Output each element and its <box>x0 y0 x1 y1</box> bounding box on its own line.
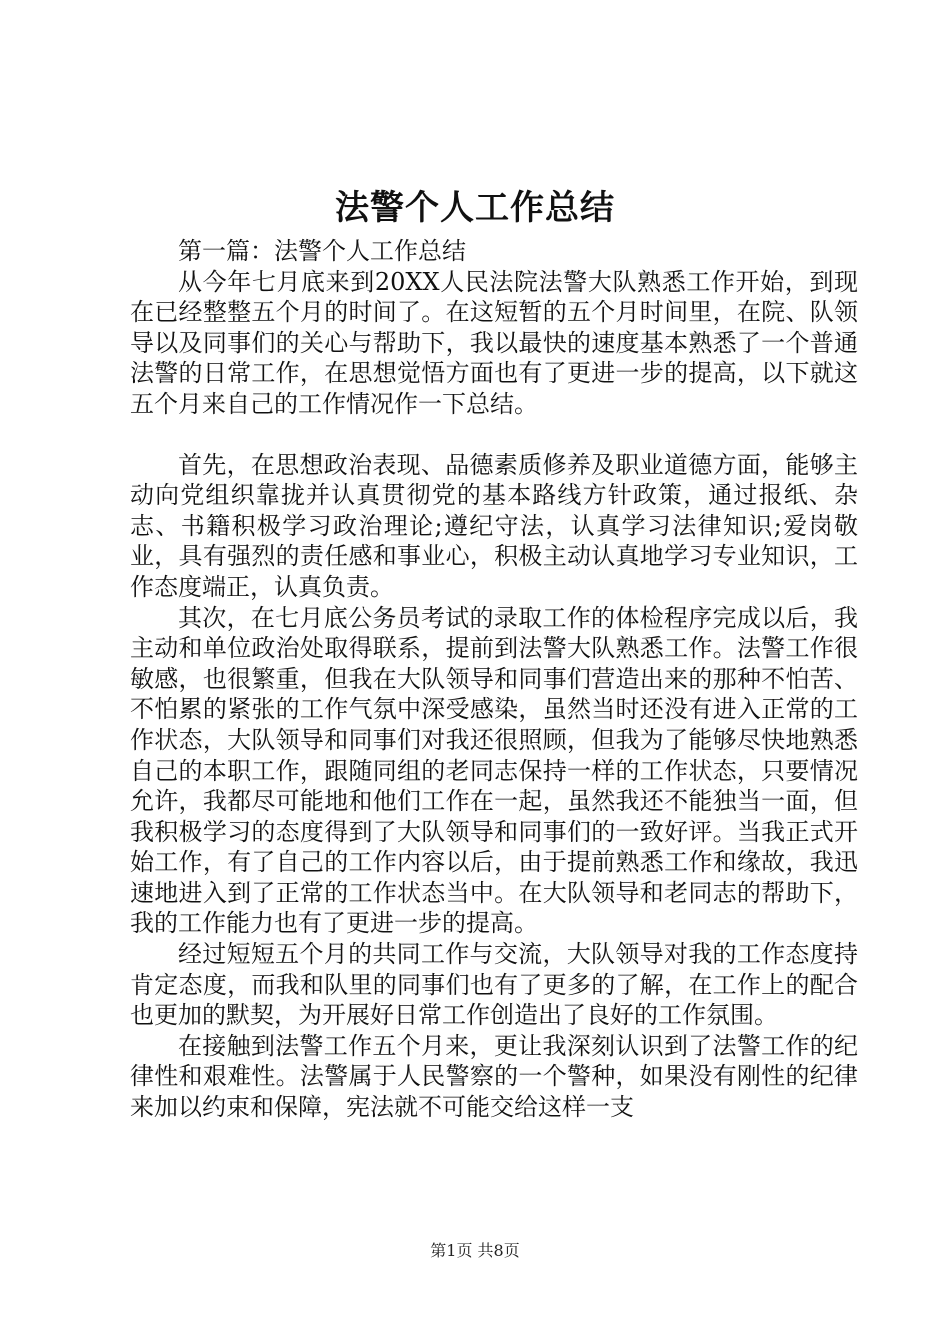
paragraph-third: 经过短短五个月的共同工作与交流，大队领导对我的工作态度持肯定态度，而我和队里的同事们也有了更多的了解，在工作上的配合也更加的默契，为开展好日常工作创造出了良好的工作氛围。 <box>130 940 858 1030</box>
paragraph-fourth: 在接触到法警工作五个月来，更让我深刻认识到了法警工作的纪律性和艰难性。法警属于人民警察的一个警种，如果没有刚性的纪律来加以约束和保障，宪法就不可能交给这样一支 <box>130 1031 858 1122</box>
document-title: 法警个人工作总结 <box>335 188 615 228</box>
page-number-footer: 第1页 共8页 <box>430 1241 520 1260</box>
paragraph-first: 首先，在思想政治表现、品德素质修养及职业道德方面，能够主动向党组织靠拢并认真贯彻党的基本路线方针政策，通过报纸、杂志、书籍积极学习政治理论;遵纪守法，认真学习法律知识;爱岗敬业，具有强烈的责任感和事业心，积极主动认真地学习专业知识，工作态度端正，认真负责。 <box>130 450 858 601</box>
paragraph-intro: 从今年七月底来到20XX人民法院法警大队熟悉工作开始，到现在已经整整五个月的时间了。在这短暂的五个月时间里，在院、队领导以及同事们的关心与帮助下，我以最快的速度基本熟悉了一个普通法警的日常工作，在思想觉悟方面也有了更进一步的提高，以下就这五个月来自己的工作情况作一下总结。 <box>130 267 858 418</box>
paragraph-second: 其次，在七月底公务员考试的录取工作的体检程序完成以后，我主动和单位政治处取得联系，提前到法警大队熟悉工作。法警工作很敏感，也很繁重，但我在大队领导和同事们营造出来的那种不怕苦、不怕累的紧张的工作气氛中深受感染，虽然当时还没有进入正常的工作状态，大队领导和同事们对我还很照顾，但我为了能够尽快地熟悉自己的本职工作，跟随同组的老同志保持一样的工作状态，只要情况允许，我都尽可能地和他们工作在一起，虽然我还不能独当一面，但我积极学习的态度得到了大队领导和同事们的一致好评。当我正式开始工作，有了自己的工作内容以后，由于提前熟悉工作和缘故，我迅速地进入到了正常的工作状态当中。在大队领导和老同志的帮助下，我的工作能力也有了更进一步的提高。 <box>130 603 858 938</box>
document-body <box>130 236 858 1123</box>
subheading: 第一篇：法警个人工作总结 <box>178 237 466 265</box>
